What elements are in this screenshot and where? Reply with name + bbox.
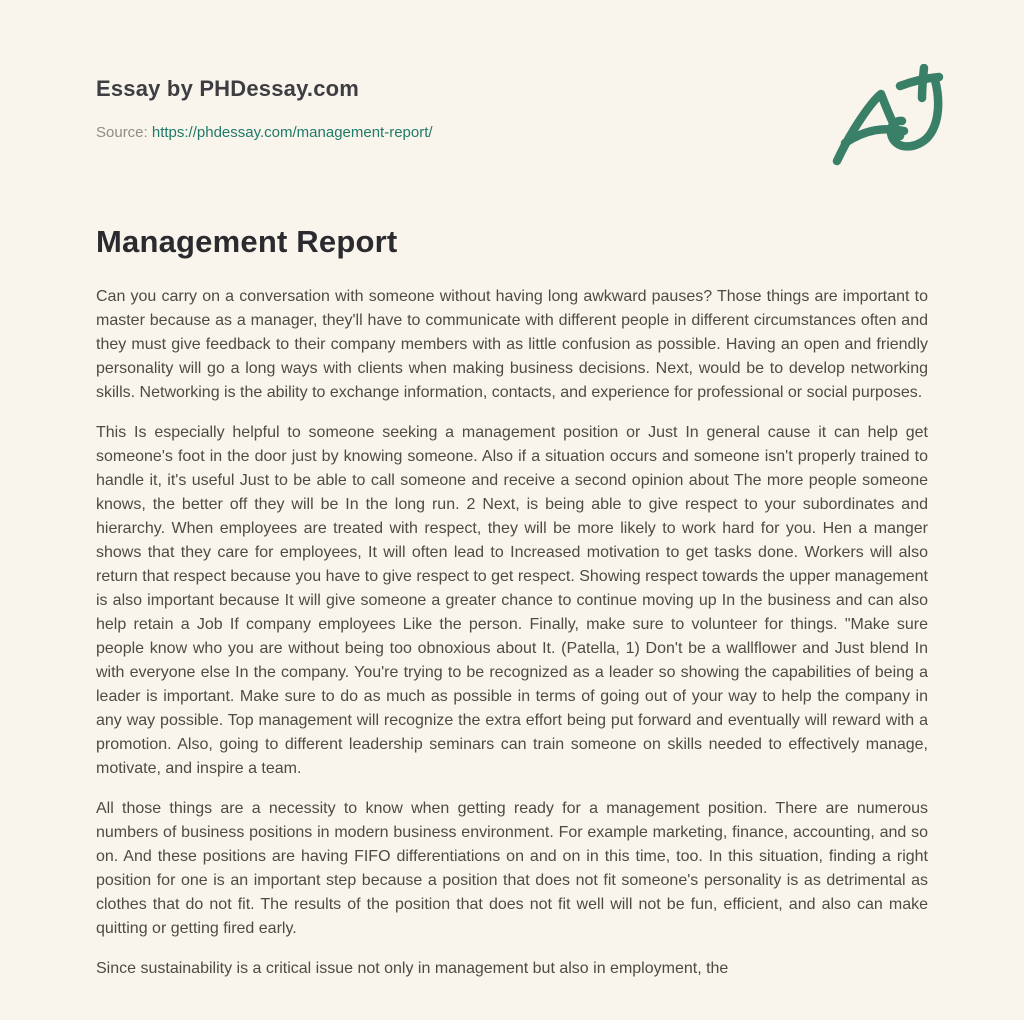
essay-paragraph-4: Since sustainability is a critical issue not only in management but also in employment, the xyxy=(96,960,729,977)
essay-paragraph-1: Can you carry on a conversation with someone without having long awkward pauses? Those things are important to master because as a manager, they'll have to communicate with different people in different circumstances often and they must give feedback to their company members with as little confusion as possible. Having an open and friendly personality will go a long ways with clients when making business decisions. Next, would be to develop networking skills. Networking is the ability to exchange information, contacts, and experience for professional or social purposes. xyxy=(96,288,928,401)
source-label: Source: xyxy=(96,124,148,141)
source-link[interactable]: https://phdessay.com/management-report/ xyxy=(151,124,433,141)
page-title: Management Report xyxy=(96,224,398,259)
essay-paragraph-3: All those things are a necessity to know when getting ready for a management position. There are numerous numbers of business positions in modern business environment. For example marketing, finance, accounting, and so on. And these positions are having FIFO differentiations on and on in this time, too. In this situation, finding a right position for one is an important step because a position that does not fit someone's personality is as detrimental as clothes that do not fit. The results of the position that does not fit well will not be fun, efficient, and also can make quitting or getting fired early. xyxy=(96,800,928,937)
brand-title: Essay by PHDessay.com xyxy=(96,76,360,101)
essay-paragraph-2: This Is especially helpful to someone seeking a management position or Just In general cause it can help get someone's foot in the door just by knowing someone. Also if a situation occurs and someone isn't properly trained to handle it, it's useful Just to be able to call someone and receive a second opinion about The more people someone knows, the better off they will be In the long run. 2 Next, is being able to give respect to your subordinates and hierarchy. When employees are treated with respect, they will be more likely to work hard for you. Hen a manger shows that they care for employees, It will often lead to Increased motivation to get tasks done. Workers will also return that respect because you have to give respect to get respect. Showing respect towards the upper management is also important because It will give someone a greater chance to continue moving up In the business and can also help retain a Job If company employees Like the person. Finally, make sure to volunteer for things. "Make sure people know who you are without being too obnoxious about It. (Patella, 1) Don't be a wallflower and Just blend In with everyone else In the company. You're trying to be recognized as a leader so showing the capabilities of being a leader is important. Make sure to do as much as possible in terms of going out of your way to help the company in any way possible. Top management will recognize the extra effort being put forward and eventually will reward with a promotion. Also, going to different leadership seminars can train someone on skills needed to effectively manage, motivate, and inspire a team. xyxy=(96,424,928,777)
essay-body xyxy=(96,285,928,997)
a-plus-logo-icon xyxy=(832,64,944,166)
source-line xyxy=(96,124,433,141)
